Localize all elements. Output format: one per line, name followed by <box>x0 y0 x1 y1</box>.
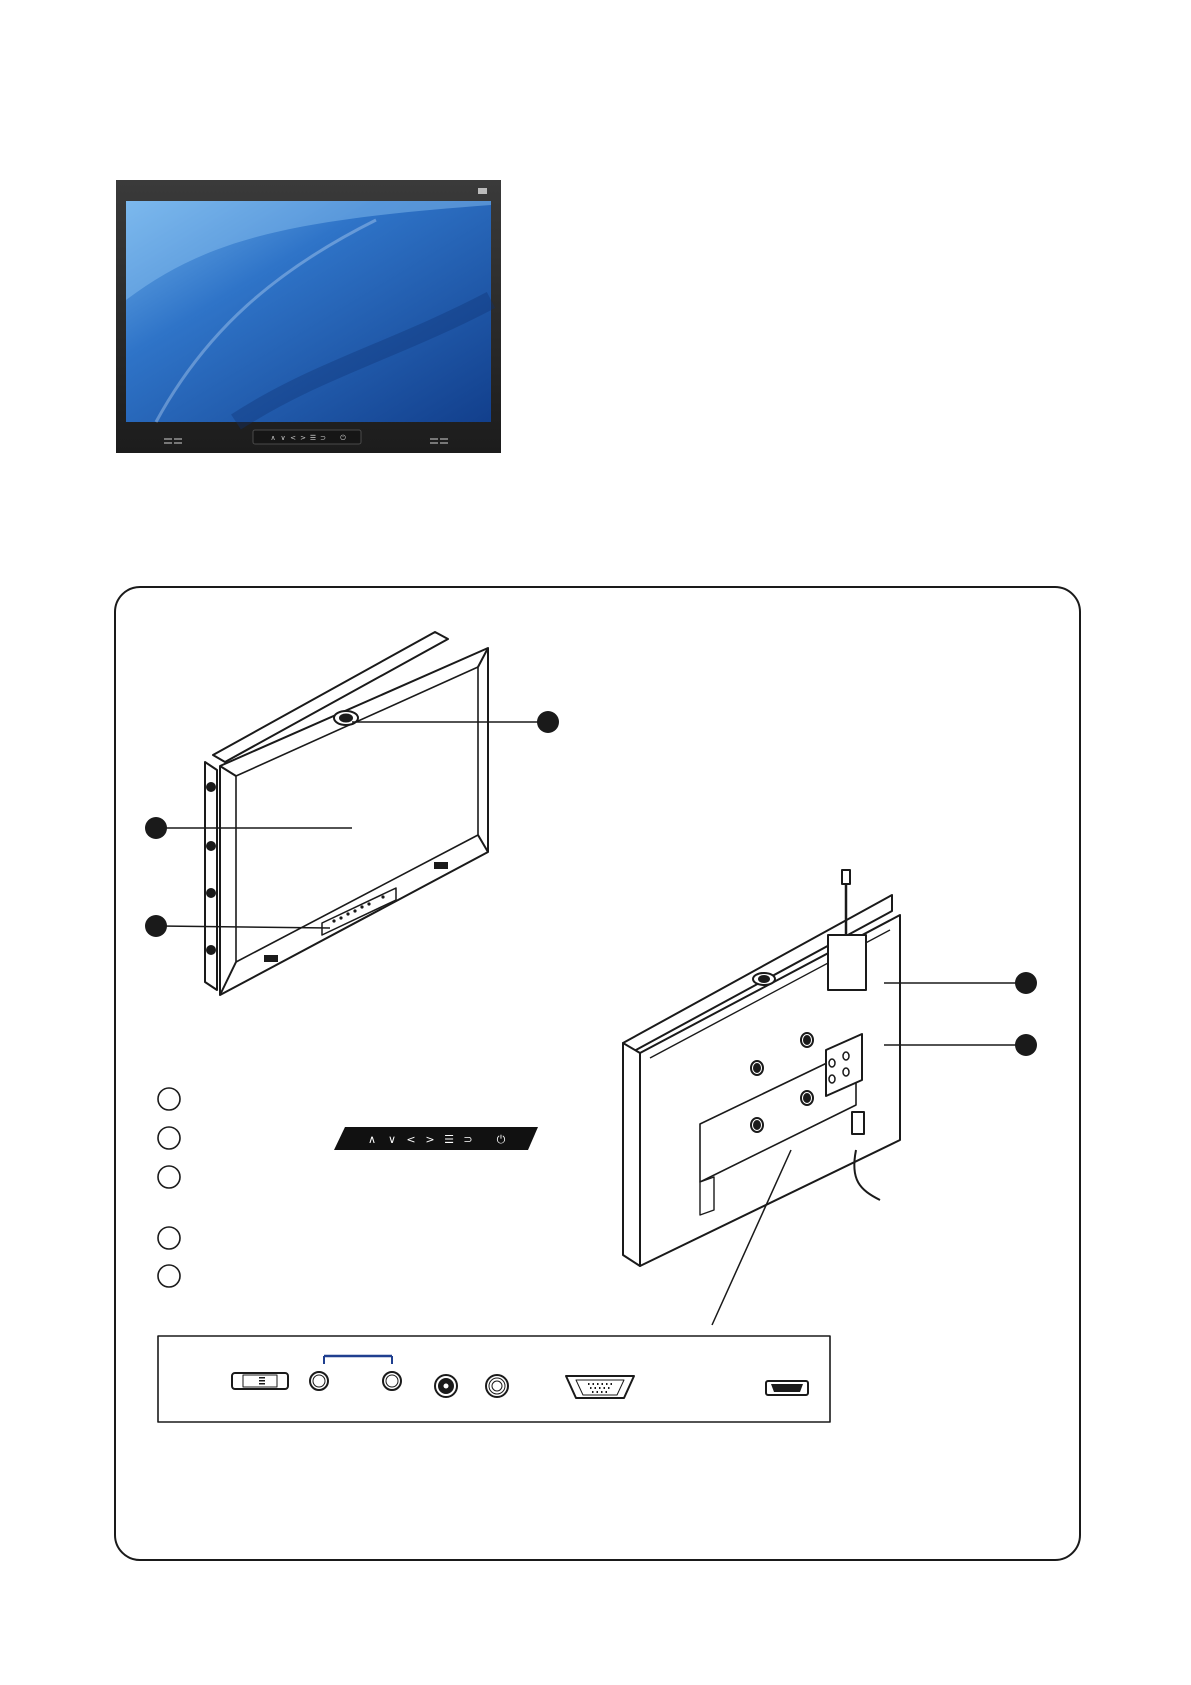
callout-dot-4 <box>1015 972 1037 994</box>
vga-connector <box>566 1376 634 1398</box>
s-video-jack <box>486 1375 508 1397</box>
legend-marker-2 <box>158 1127 180 1149</box>
callout-dot-3 <box>145 915 167 937</box>
osd-button-4: ☰ <box>444 1133 454 1146</box>
osd-button-6: ⏻ <box>340 434 346 442</box>
audio-jack-right <box>383 1372 401 1390</box>
osd-button-3: > <box>425 1133 435 1146</box>
legend-markers <box>158 1088 180 1287</box>
rear-module-box <box>828 935 866 990</box>
osd-button-5: ⊃ <box>320 434 326 442</box>
osd-button-2: < <box>406 1133 416 1146</box>
hdmi-connector <box>766 1381 808 1395</box>
rear-handle <box>753 973 775 985</box>
osd-button-4: ☰ <box>309 434 317 442</box>
callout-dot-5 <box>1015 1034 1037 1056</box>
osd-button-1: ∨ <box>280 434 286 442</box>
monitor-front-view <box>205 632 488 995</box>
callout-dot-1 <box>537 711 559 733</box>
audio-jack-left <box>310 1372 328 1390</box>
osd-button-1: ∨ <box>387 1133 397 1146</box>
osd-button-3: > <box>300 434 306 442</box>
handle-top <box>334 711 358 725</box>
legend-marker-1 <box>158 1088 180 1110</box>
osd-button-6: ⏻ <box>496 1133 506 1146</box>
osd-button-0: ∧ <box>367 1133 377 1146</box>
legend-marker-4 <box>158 1227 180 1249</box>
legend-marker-3 <box>158 1166 180 1188</box>
rca-jack <box>435 1375 457 1397</box>
callout-dot-2 <box>145 817 167 839</box>
osd-button-0: ∧ <box>270 434 276 442</box>
osd-button-strip-illustration <box>334 1127 538 1150</box>
osd-button-2: < <box>290 434 296 442</box>
dvi-connector <box>232 1373 288 1389</box>
rear-connector-panel <box>158 1336 830 1422</box>
legend-marker-5 <box>158 1265 180 1287</box>
osd-button-5: ⊃ <box>463 1133 473 1146</box>
